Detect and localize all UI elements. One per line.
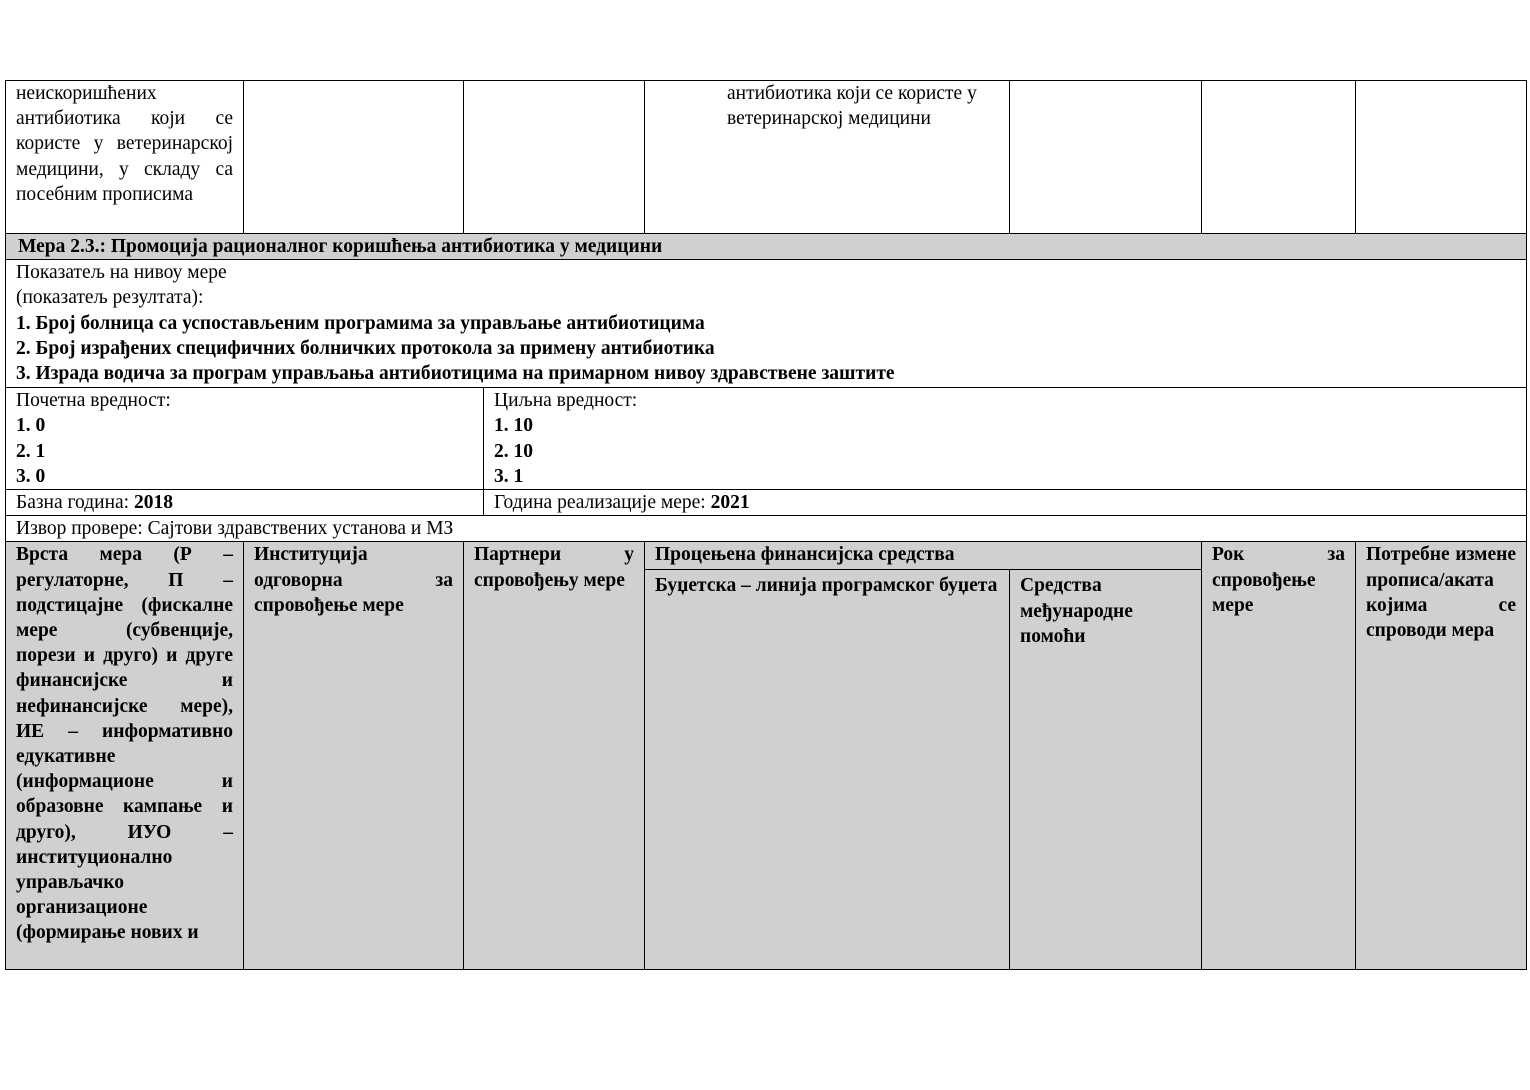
header-type-of-measure: Врста мера (Р – регулаторне, П – подстицајне (фискалне мере (субвенције, порези и друго) и друге финансијске и нефинансијске мере), ИЕ – информативно едукативне (информационе и образовне кампање и друго), ИУО – институционално управљачко организационе (формирање нових и <box>6 542 244 970</box>
target-value-item: 1. 10 <box>494 415 533 437</box>
target-value-cell <box>484 388 1527 490</box>
target-value-item: 3. 1 <box>494 465 524 487</box>
target-value-item: 2. 10 <box>494 440 533 462</box>
initial-value-cell <box>6 388 484 490</box>
indicator-sublabel: (показатељ резултата): <box>16 287 204 309</box>
values-row <box>6 388 1527 490</box>
years-row <box>6 490 1527 516</box>
continuation-cell-budget: антибиотика који се користе у ветеринарској медицини <box>645 81 1010 234</box>
base-year-label: Базна година: <box>16 492 134 514</box>
header-deadline: Рок за спровођење мере <box>1202 542 1356 970</box>
indicator-label: Показатељ на нивоу мере <box>16 262 227 284</box>
target-value-label: Циљна вредност: <box>494 390 638 412</box>
source-cell: Извор провере: Сајтови здравствених установа и МЗ <box>6 516 1527 542</box>
continuation-cell-type: неискоришћених антибиотика који се користе у ветеринарској медицини, у складу са посебним прописима <box>6 81 244 234</box>
indicator-cell <box>6 260 1527 388</box>
header-required-changes: Потребне измене прописа/аката којима се спроводи мера <box>1356 542 1527 970</box>
continuation-row <box>6 81 1527 234</box>
header-responsible-institution: Институција одговорна за спровођење мере <box>244 542 464 970</box>
realization-year-value: 2021 <box>710 492 750 514</box>
continuation-cell-deadline <box>1202 81 1356 234</box>
measure-table <box>5 80 1527 970</box>
continuation-cell-partners <box>464 81 645 234</box>
header-row <box>6 542 1527 570</box>
indicator-item: 2. Број израђених специфичних болничких протокола за примену антибиотика <box>16 337 715 359</box>
initial-value-label: Почетна вредност: <box>16 390 171 412</box>
header-international-aid: Средства међународне помоћи <box>1010 570 1202 970</box>
header-partners: Партнери у спровођењу мере <box>464 542 645 970</box>
indicator-item: 1. Број болница са успостављеним програмима за управљање антибиотицима <box>16 312 705 334</box>
indicator-item: 3. Израда водича за програм управљања антибиотицима на примарном нивоу здравствене заштите <box>16 363 895 385</box>
base-year-cell <box>6 490 484 516</box>
realization-year-cell <box>484 490 1527 516</box>
header-budget-line: Буџетска – линија програмског буџета <box>645 570 1010 970</box>
header-estimated-funds: Процењена финансијска средства <box>645 542 1202 570</box>
continuation-cell-changes <box>1356 81 1527 234</box>
initial-value-item: 3. 0 <box>16 465 46 487</box>
continuation-cell-international <box>1010 81 1202 234</box>
initial-value-item: 1. 0 <box>16 415 46 437</box>
indicator-row <box>6 260 1527 388</box>
base-year-value: 2018 <box>133 492 173 514</box>
measure-title: Мера 2.3.: Промоција рационалног коришћења антибиотика у медицини <box>6 234 1527 260</box>
measure-title-row <box>6 234 1527 260</box>
realization-year-label: Година реализације мере: <box>494 492 711 514</box>
source-row <box>6 516 1527 542</box>
initial-value-item: 2. 1 <box>16 440 46 462</box>
continuation-cell-institution <box>244 81 464 234</box>
